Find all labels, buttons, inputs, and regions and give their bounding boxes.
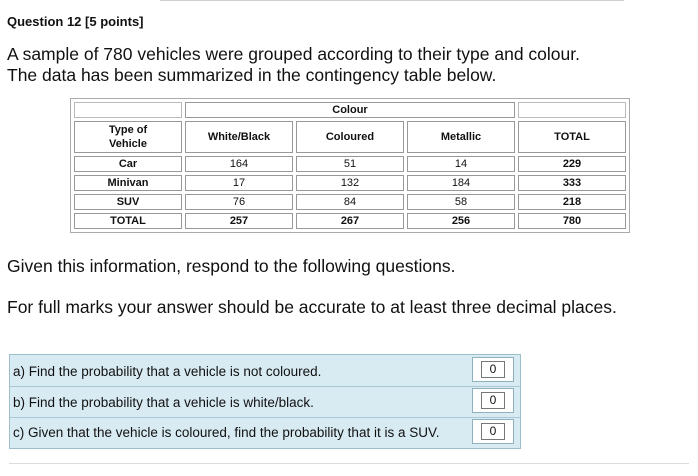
answer-b-container: [472, 388, 514, 413]
table-cell: 256: [407, 213, 515, 229]
table-cell: 76: [185, 194, 293, 210]
column-header: TOTAL: [518, 121, 626, 153]
answer-c-container: [472, 419, 514, 444]
row-label: Car: [74, 156, 182, 172]
subquestion-a: [10, 356, 520, 386]
question-title: Question 12 [5 points]: [7, 14, 144, 29]
table-cell: 51: [296, 156, 404, 172]
table-cell: 257: [185, 213, 293, 229]
accuracy-note: For full marks your answer should be accurate to at least three decimal places.: [7, 297, 617, 317]
table-cell: 84: [296, 194, 404, 210]
column-header: Metallic: [407, 121, 515, 153]
subquestion-panel: [9, 354, 521, 449]
subquestion-c: [10, 417, 520, 447]
table-total-blank: [518, 102, 626, 118]
contingency-table: [70, 98, 630, 233]
table-group-header-row: [74, 102, 626, 118]
answer-a-container: [472, 357, 514, 382]
top-divider: [160, 0, 624, 1]
intro-line-2: The data has been summarized in the contingency table below.: [7, 65, 497, 85]
question-intro: [7, 44, 687, 86]
answer-a-input[interactable]: 0: [481, 361, 505, 378]
table-cell: 333: [518, 175, 626, 191]
table-row: [74, 213, 626, 229]
row-label: Minivan: [74, 175, 182, 191]
row-header-label-line-2: Vehicle: [109, 138, 147, 150]
table-cell: 218: [518, 194, 626, 210]
colour-group-header: Colour: [185, 102, 515, 118]
row-label: SUV: [74, 194, 182, 210]
table-cell: 14: [407, 156, 515, 172]
table-row: [74, 175, 626, 191]
table-row: [74, 156, 626, 172]
subquestion-c-text: c) Given that the vehicle is coloured, find the probability that it is a SUV.: [13, 425, 440, 440]
answer-b-input[interactable]: 0: [481, 392, 505, 409]
table-row: [74, 194, 626, 210]
table-cell: 17: [185, 175, 293, 191]
row-label: TOTAL: [74, 213, 182, 229]
row-header-label: [74, 121, 182, 153]
column-header: Coloured: [296, 121, 404, 153]
answer-c-input[interactable]: 0: [481, 423, 505, 440]
row-header-label-line-1: Type of: [108, 124, 148, 136]
table-cell: 229: [518, 156, 626, 172]
table-cell: 132: [296, 175, 404, 191]
column-header: White/Black: [185, 121, 293, 153]
bottom-divider: [9, 463, 689, 464]
table-cell: 184: [407, 175, 515, 191]
table-corner-blank: [74, 102, 182, 118]
table-cell: 164: [185, 156, 293, 172]
table-column-header-row: [74, 121, 626, 153]
intro-line-1: A sample of 780 vehicles were grouped according to their type and colour.: [7, 44, 580, 64]
table-cell: 267: [296, 213, 404, 229]
table-cell: 58: [407, 194, 515, 210]
subquestion-a-text: a) Find the probability that a vehicle is not coloured.: [13, 364, 322, 379]
subquestion-b: [10, 386, 520, 418]
instruction-text: Given this information, respond to the following questions.: [7, 256, 456, 276]
table-cell: 780: [518, 213, 626, 229]
subquestion-b-text: b) Find the probability that a vehicle is white/black.: [13, 395, 314, 410]
